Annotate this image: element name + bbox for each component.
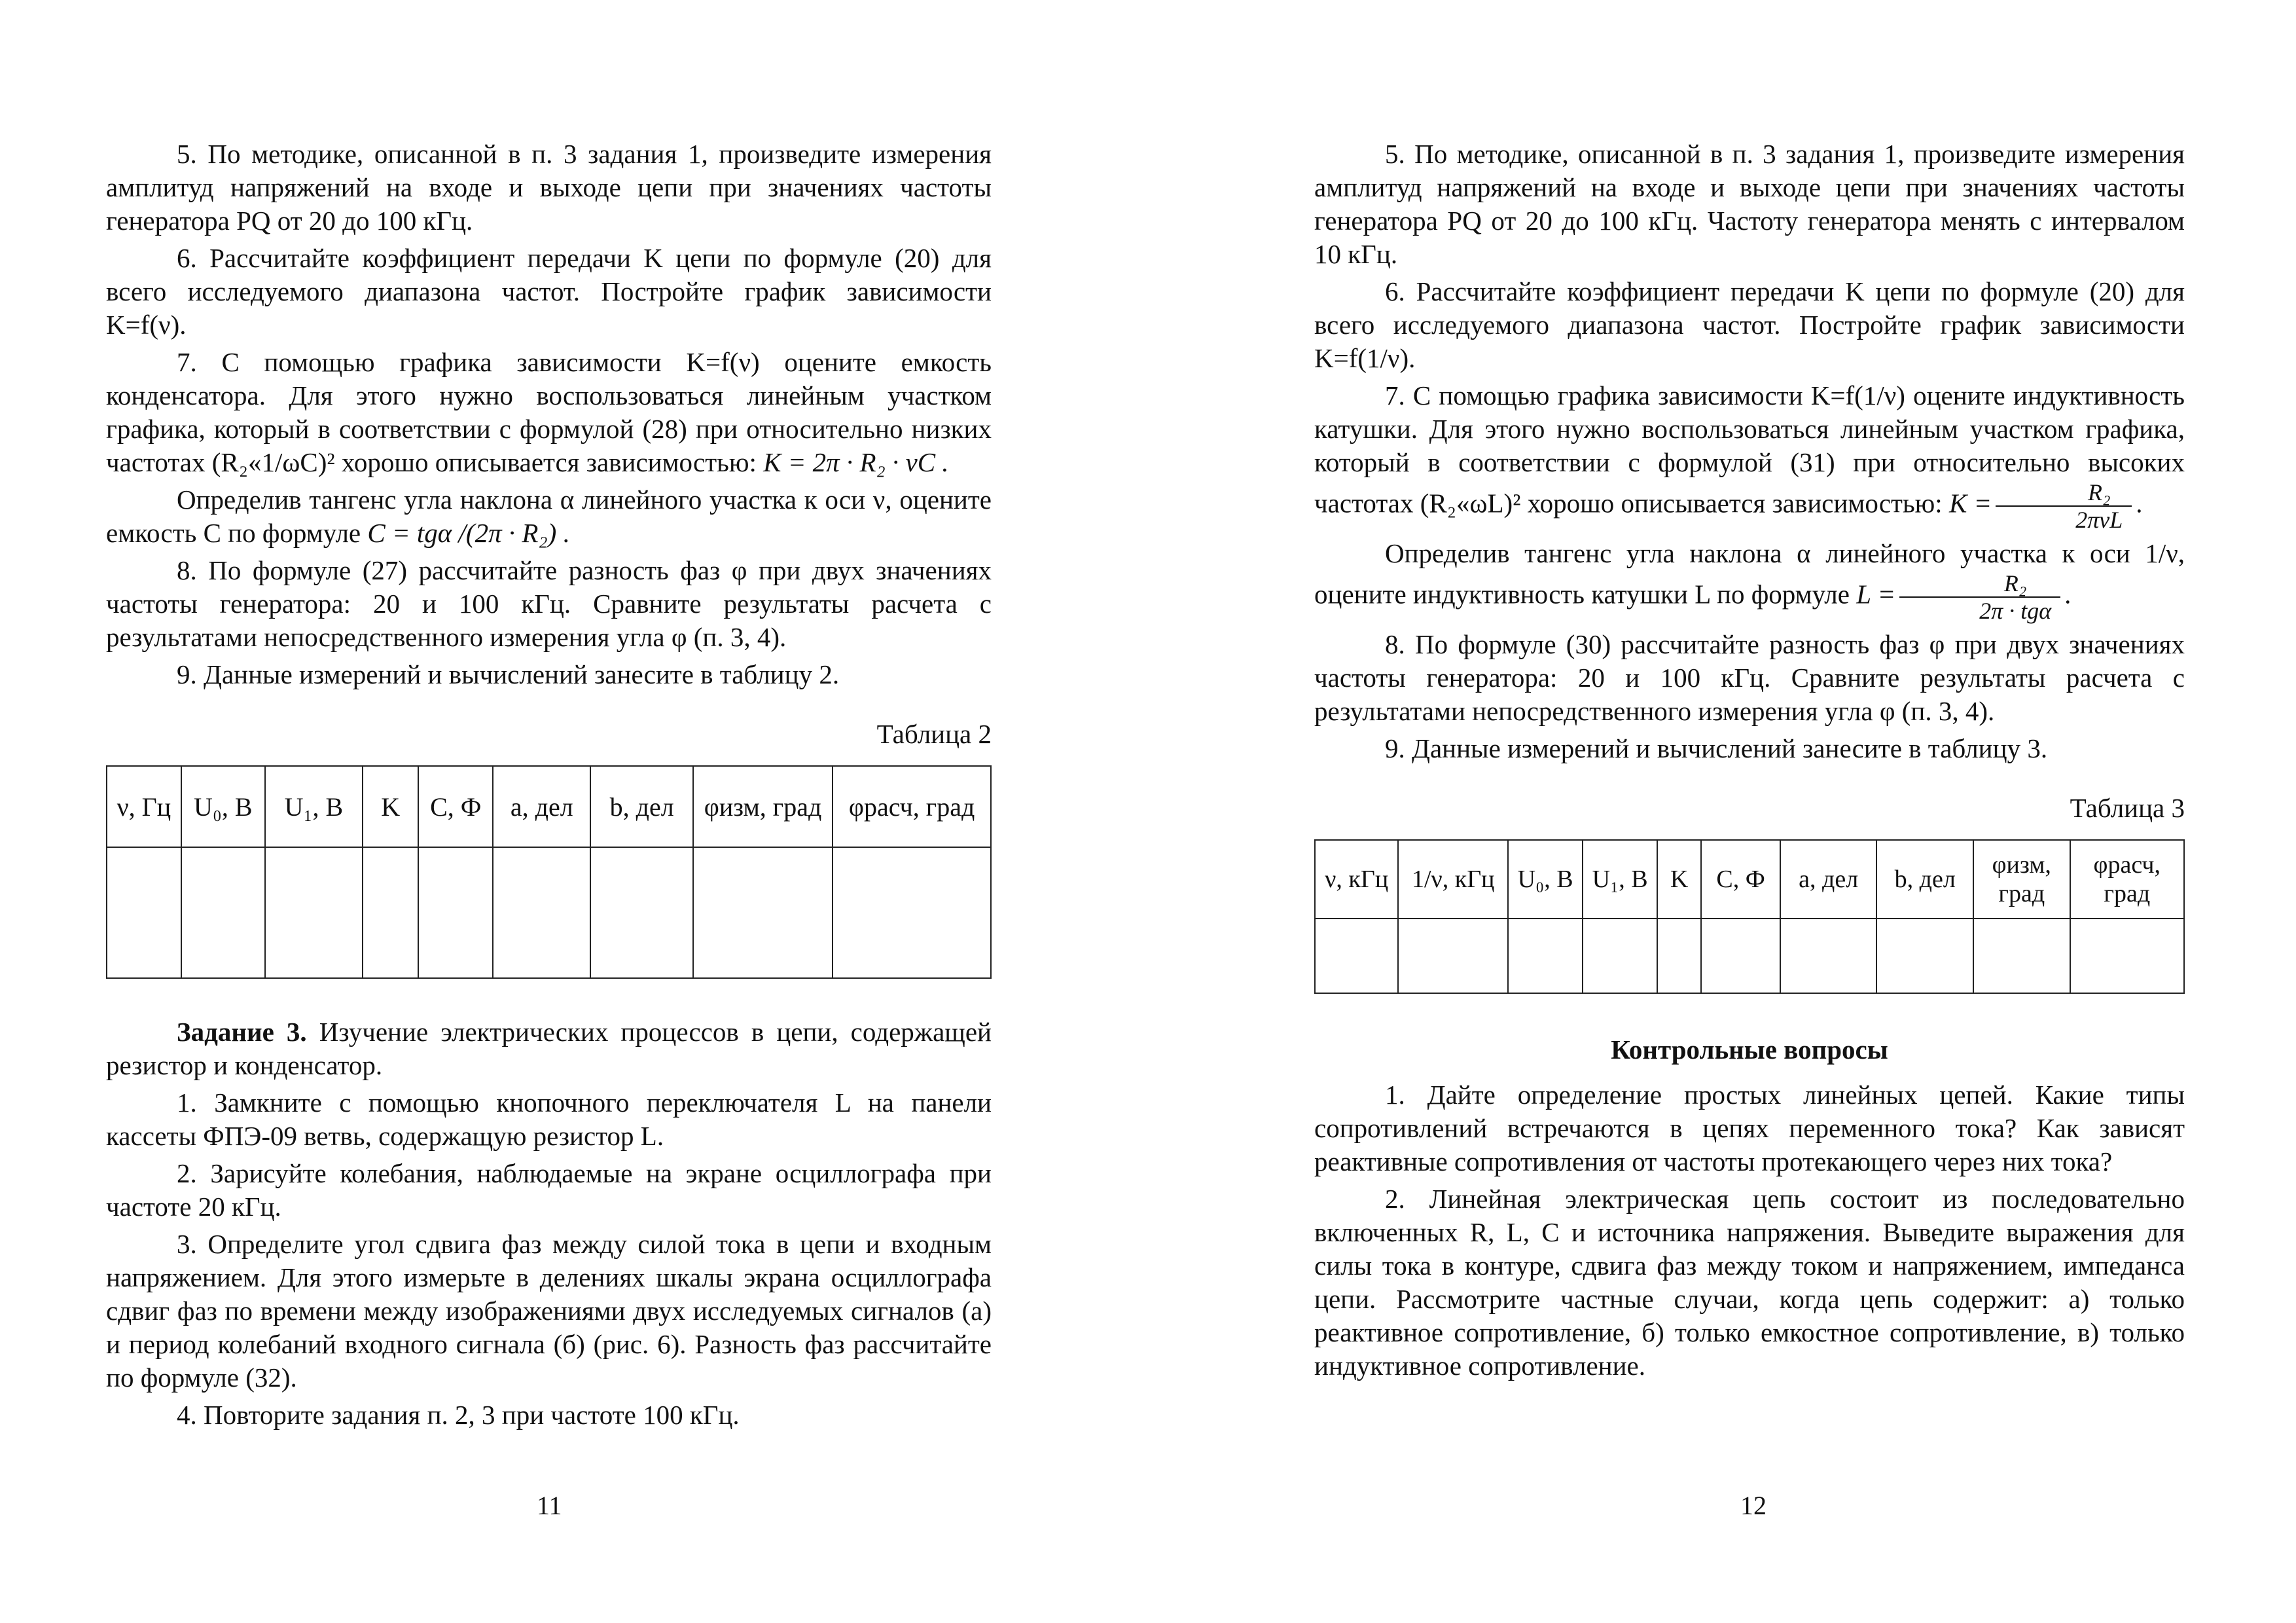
right-formula-k-numerator: R₂ xyxy=(1996,479,2132,507)
right-formula-l-lhs: L = xyxy=(1856,579,1896,610)
right-formula-l-denominator: 2π · tgα xyxy=(1979,598,2052,624)
task-3 xyxy=(106,1015,992,1082)
table-3-col-inv-nu: 1/ν, кГц xyxy=(1398,840,1508,919)
left-column xyxy=(106,137,992,1436)
right-item-7b-text: Определив тангенс угла наклона α линейного участка к оси 1/ν, оцените индуктивность катушки L по формуле xyxy=(1314,538,2185,610)
question-2: 2. Линейная электрическая цепь состоит из последовательно включенных R, L, C и источника напряжения. Выведите выражения для силы тока в контуре, сдвига фаз между током и напряжением, импеданса цепи. Рассмотрите частные случаи, когда цепь содержит: а) только реактивное сопротивление, б) только емкостное сопротивление, в) только индуктивное сопротивление. xyxy=(1314,1184,2185,1381)
table-2-cell xyxy=(493,847,590,978)
right-formula-l-numerator: R₂ xyxy=(1899,570,2060,598)
right-item-8: 8. По формуле (30) рассчитайте разность фаз φ при двух значениях частоты генератора: 20 и 100 кГц. Сравните результаты расчета с результатами непосредственного измерения угла φ (п. 3, 4). xyxy=(1314,629,2185,726)
table-2-col-u0: U₀, В xyxy=(181,766,265,847)
table-3-col-phi-meas: φизм, град xyxy=(1973,840,2070,919)
table-3-cell xyxy=(1398,919,1508,993)
table-3-col-c: C, Ф xyxy=(1701,840,1780,919)
table-3-cell xyxy=(1780,919,1877,993)
table-3-cell xyxy=(1315,919,1398,993)
task-3-item-1: 1. Замкните с помощью кнопочного переключателя L на панели кассеты ФПЭ-09 ветвь, содержащую резистор L. xyxy=(106,1087,992,1151)
right-item-7b: Определив тангенс угла наклона α линейного участка к оси 1/ν, оцените индуктивность катушки L по формуле L = $\frac{\text{R₂}}{\text{2π · tgα}}$ . xyxy=(1314,538,2185,624)
table-3-cell xyxy=(1876,919,1973,993)
right-item-6: 6. Рассчитайте коэффициент передачи K цепи по формуле (20) для всего исследуемого диапазона частот. Постройте график зависимости K=f(1/ν). xyxy=(1314,276,2185,373)
left-item-9: 9. Данные измерений и вычислений занесите в таблицу 2. xyxy=(177,659,840,689)
right-column xyxy=(1314,137,2185,1387)
table-2-col-u1: U₁, В xyxy=(265,766,363,847)
table-3-cell xyxy=(1973,919,2070,993)
table-3-col-k: K xyxy=(1657,840,1701,919)
table-2-cell xyxy=(265,847,363,978)
right-formula-k-lhs: K = xyxy=(1948,488,1992,519)
table-2-row xyxy=(107,847,991,978)
table-2-cell xyxy=(181,847,265,978)
table-3-cell xyxy=(1657,919,1701,993)
page-12 xyxy=(1148,0,2296,1623)
right-item-9: 9. Данные измерений и вычислений занесите в таблицу 3. xyxy=(1385,733,2048,763)
right-item-5: 5. По методике, описанной в п. 3 задания 1, произведите измерения амплитуд напряжений на входе и выходе цепи при значениях частоты генератора PQ от 20 до 100 кГц. Частоту генератора менять с интервалом 10 кГц. xyxy=(1314,139,2185,269)
table-2 xyxy=(106,765,992,979)
table-2-cell xyxy=(590,847,692,978)
right-formula-l-fraction xyxy=(1899,570,2060,624)
table-2-col-k: K xyxy=(363,766,418,847)
left-item-7-text: 7. С помощью графика зависимости K=f(ν) оцените емкость конденсатора. Для этого нужно воспользоваться линейным участком графика, который в соответствии с формулой (28) при относительно низких частотах (R₂«1/ωC)² хорошо описывается зависимостью: xyxy=(106,347,992,477)
table-2-col-b: b, дел xyxy=(590,766,692,847)
table-2-col-nu: ν, Гц xyxy=(107,766,181,847)
left-item-8: 8. По формуле (27) рассчитайте разность фаз φ при двух значениях частоты генератора: 20 и 100 кГц. Сравните результаты расчета с результатами непосредственного измерения угла φ (п. 3, 4). xyxy=(106,555,992,652)
table-2-cell xyxy=(833,847,991,978)
table-3-col-u1: U₁, В xyxy=(1583,840,1657,919)
right-formula-k-denominator: 2πνL xyxy=(2075,507,2123,533)
table-2-caption: Таблица 2 xyxy=(876,719,992,749)
table-2-cell xyxy=(107,847,181,978)
task-3-text: Изучение электрических процессов в цепи, содержащей резистор и конденсатор. xyxy=(106,1017,992,1080)
table-2-col-c: C, Ф xyxy=(418,766,493,847)
task-3-title: Задание 3. xyxy=(177,1017,307,1047)
table-3-col-nu: ν, кГц xyxy=(1315,840,1398,919)
left-formula-c: C = tgα /(2π · R₂) . xyxy=(367,518,570,548)
table-3-col-a: a, дел xyxy=(1780,840,1877,919)
left-item-7b xyxy=(106,483,992,550)
left-formula-k: K = 2π · R₂ · νC . xyxy=(763,447,949,477)
questions-title: Контрольные вопросы xyxy=(1611,1034,1888,1065)
table-2-col-phi-meas: φизм, град xyxy=(693,766,833,847)
table-3-row xyxy=(1315,919,2184,993)
right-formula-k-fraction xyxy=(1996,479,2132,533)
table-2-header-row xyxy=(107,766,991,847)
table-3-caption: Таблица 3 xyxy=(2070,793,2185,823)
task-3-item-3: 3. Определите угол сдвига фаз между силой тока в цепи и входным напряжением. Для этого измерьте в делениях шкалы экрана осциллографа сдвиг фаз по времени между изображениями двух исследуемых сигналов (а) и период колебаний входного сигнала (б) (рис. 6). Разность фаз рассчитайте по формуле (32). xyxy=(106,1229,992,1393)
page-number: 11 xyxy=(537,1491,562,1520)
left-item-7b-text: Определив тангенс угла наклона α линейного участка к оси ν, оцените емкость С по формуле xyxy=(106,484,992,548)
table-3-cell xyxy=(1701,919,1780,993)
table-3-header-row xyxy=(1315,840,2184,919)
task-3-item-2: 2. Зарисуйте колебания, наблюдаемые на экране осциллографа при частоте 20 кГц. xyxy=(106,1158,992,1222)
right-item-7: 7. С помощью графика зависимости K=f(1/ν) оцените индуктивность катушки. Для этого нужно воспользоваться линейным участком графика, который в соответствии с формулой (31) при относительно высоких частотах (R₂«ωL)² хорошо описывается зависимостью: K = $\frac{\text{R₂}}{\text{2πνL}}$ . xyxy=(1314,380,2185,533)
task-3-item-4: 4. Повторите задания п. 2, 3 при частоте 100 кГц. xyxy=(177,1400,740,1430)
left-item-7 xyxy=(106,346,992,479)
table-3 xyxy=(1314,839,2185,994)
question-1: 1. Дайте определение простых линейных цепей. Какие типы сопротивлений встречаются в цепях переменного тока? Как зависят реактивные сопротивления от частоты протекающего через них тока? xyxy=(1314,1080,2185,1176)
table-3-cell xyxy=(1583,919,1657,993)
table-3-col-phi-calc: φрасч, град xyxy=(2070,840,2184,919)
right-item-7-text: 7. С помощью графика зависимости K=f(1/ν) оцените индуктивность катушки. Для этого нужно воспользоваться линейным участком графика, который в соответствии с формулой (31) при относительно высоких частотах (R₂«ωL)² хорошо описывается зависимостью: xyxy=(1314,380,2185,519)
table-2-col-a: a, дел xyxy=(493,766,590,847)
table-2-cell xyxy=(418,847,493,978)
page-number: 12 xyxy=(1740,1491,1767,1520)
table-3-cell xyxy=(1508,919,1583,993)
table-2-cell xyxy=(363,847,418,978)
table-3-col-u0: U₀, В xyxy=(1508,840,1583,919)
table-2-col-phi-calc: φрасч, град xyxy=(833,766,991,847)
table-3-cell xyxy=(2070,919,2184,993)
table-2-cell xyxy=(693,847,833,978)
table-3-col-b: b, дел xyxy=(1876,840,1973,919)
left-item-5: 5. По методике, описанной в п. 3 задания 1, произведите измерения амплитуд напряжений на входе и выходе цепи при значениях частоты генератора PQ от 20 до 100 кГц. xyxy=(106,139,992,236)
left-item-6: 6. Рассчитайте коэффициент передачи K цепи по формуле (20) для всего исследуемого диапазона частот. Постройте график зависимости K=f(ν). xyxy=(106,243,992,340)
